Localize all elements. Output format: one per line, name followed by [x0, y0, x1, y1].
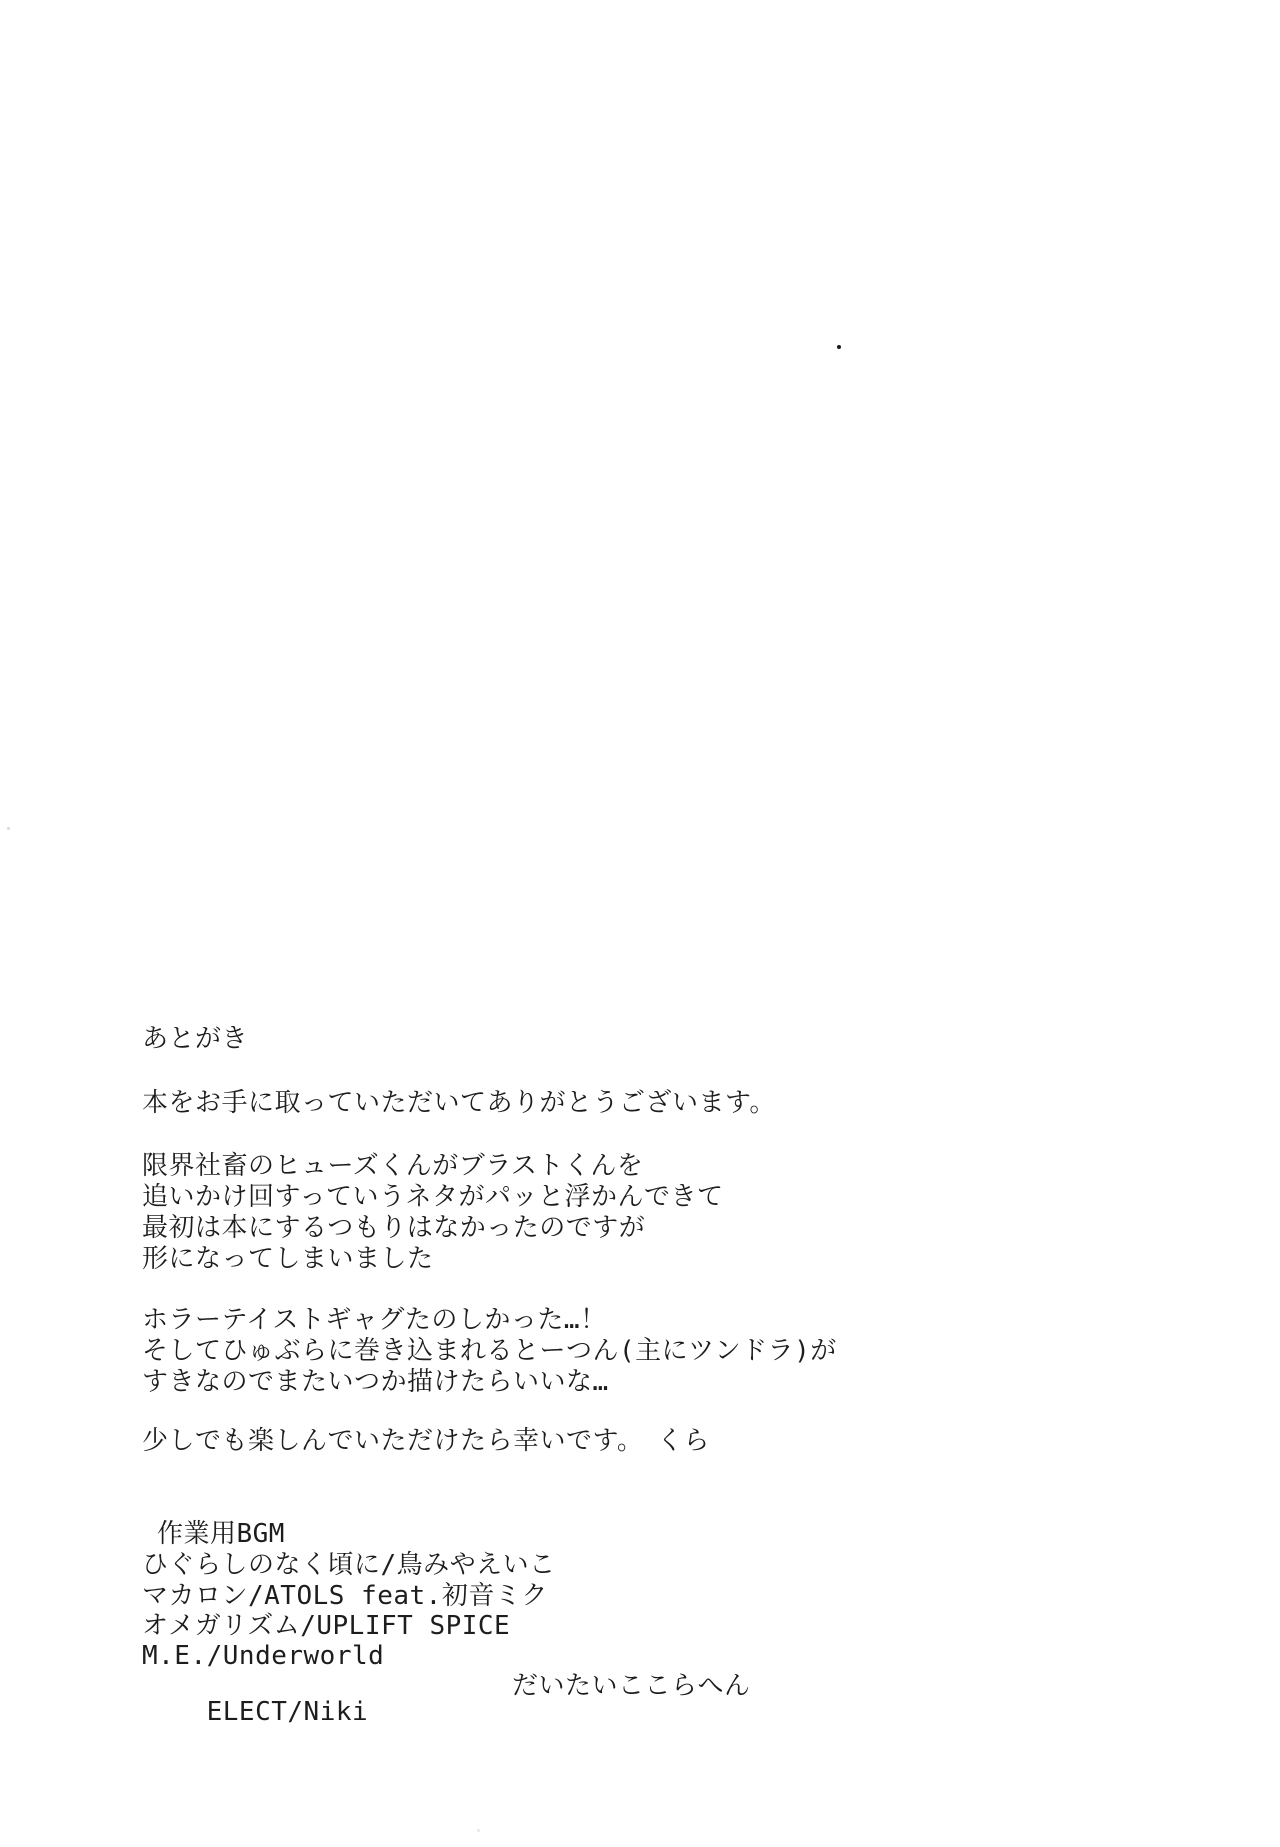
afterword-heading: あとがき — [142, 1024, 249, 1054]
closing-line: 少しでも楽しんでいただけたら幸いです。 くら — [142, 1426, 710, 1456]
scan-speck-dark — [837, 345, 841, 349]
afterword-paragraph1-line2: 追いかけ回すっていうネタがパッと浮かんできて — [142, 1182, 724, 1212]
afterword-paragraph1-line3: 最初は本にするつもりはなかったのですが — [142, 1213, 646, 1243]
bgm-heading: 作業用BGM — [157, 1519, 285, 1549]
afterword-paragraph2-line2: そしてひゅぶらに巻き込まれるとーつん(主にツンドラ)が — [142, 1336, 837, 1366]
afterword-paragraph1-line4: 形になってしまいました — [142, 1244, 434, 1274]
afterword-paragraph2-line3: すきなのでまたいつか描けたらいいな… — [142, 1367, 609, 1397]
thanks-line: 本をお手に取っていただいてありがとうございます。 — [142, 1088, 776, 1118]
scan-speck-left-edge — [7, 827, 10, 830]
bgm-track-2: マカロン/ATOLS feat.初音ミク — [142, 1581, 548, 1611]
bgm-track-4: M.E./Underworld — [142, 1641, 385, 1671]
bgm-track-3: オメガリズム/UPLIFT SPICE — [142, 1611, 511, 1641]
bgm-note: だいたいここらへん — [512, 1671, 751, 1701]
bgm-track-5-line — [142, 1671, 751, 1777]
bgm-track-5: ELECT/Niki — [206, 1697, 369, 1727]
afterword-paragraph1-line1: 限界社畜のヒューズくんがブラストくんを — [142, 1151, 644, 1181]
afterword-paragraph2-line1: ホラーテイストギャグたのしかった…！ — [142, 1305, 607, 1335]
bgm-track-1: ひぐらしのなく頃に/鳥みやえいこ — [142, 1550, 556, 1580]
scan-speck-bottom — [477, 1829, 480, 1832]
